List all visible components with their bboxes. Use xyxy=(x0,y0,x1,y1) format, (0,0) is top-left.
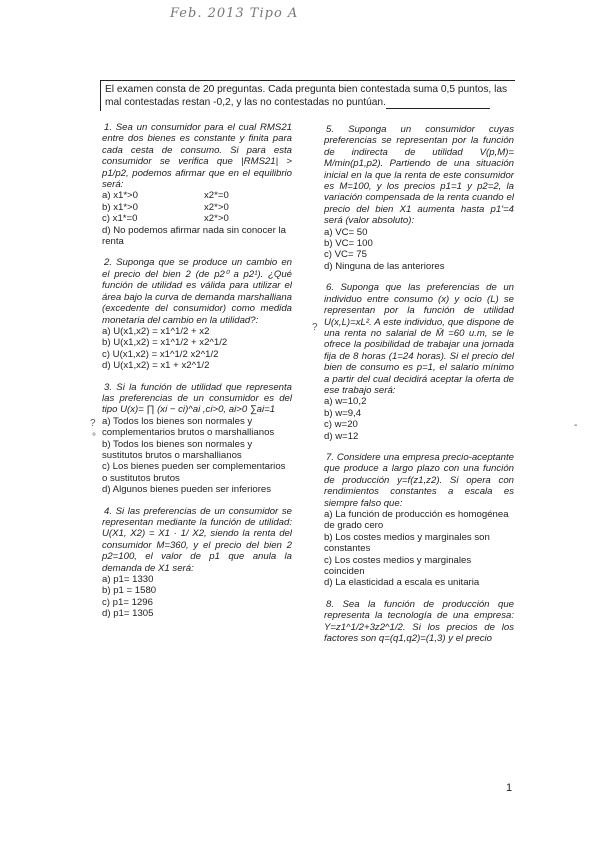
option: d) No podemos afirmar nada sin conocer la renta xyxy=(102,224,286,248)
handwritten-note: Feb. 2013 Tipo A xyxy=(170,6,299,21)
margin-mark: ? xyxy=(312,322,318,333)
option: a) p1= 1330 xyxy=(102,574,154,586)
question-1 xyxy=(102,122,292,247)
option-row xyxy=(102,202,292,213)
option: d) Algunos bienes pueden ser inferiores xyxy=(102,484,272,496)
question-stem: 8. Sea la función de producción que representa la tecnología de una empresa: Y=z1^1/2+3z2^1/2. Si los precios de los factores son q=(q1,q2)=(1,3) y el precio xyxy=(324,598,514,645)
option: d) U(x1,x2) = x1 + x2^1/2 xyxy=(102,360,210,372)
option: c) U(x1,x2) = x1^1/2 x2^1/2 xyxy=(102,348,219,360)
option-row xyxy=(102,190,292,201)
option: c) x1*=0 xyxy=(102,213,138,225)
right-column xyxy=(324,124,514,654)
option: c) Los bienes pueden ser complementarios o sustitutos brutos xyxy=(102,461,286,484)
question-6 xyxy=(324,282,514,442)
option: b) Los costes medios y marginales son constantes xyxy=(324,531,490,555)
option: x2*=0 xyxy=(204,190,229,202)
stray-mark: - xyxy=(574,420,578,431)
option: d) w=12 xyxy=(324,430,359,442)
option: a) w=10,2 xyxy=(324,396,367,408)
option: d) La elasticidad a escala es unitaria xyxy=(324,577,480,589)
question-stem: 6. Suponga que las preferencias de un individuo entre consumo (x) y ocio (L) se representan por la función de utilidad U(x,L)=xL². A este individuo, que dispone de una renta no salarial de M̄ =60 u.m, se le ofrece la posibilidad de trabajar una jornada fija de 8 horas (1=24 horas). Si el precio del bien de consumo es p=1, el salario mínimo a partir del cual decidirá aceptar la oferta de ese trabajo será: xyxy=(324,282,514,396)
question-stem: 5. Suponga un consumidor cuyas preferencias se representan por la función de indirecta de utilidad V(p,M)= M/min(p1,p2). Partiendo de una situación inicial en la que la renta de este consumidor es M=100, y los precios p1=1 y p2=2, la variación compensada de la renta cuando el precio del bien X1 aumenta hasta p1'=4 será (valor absoluto): xyxy=(324,124,514,227)
option: a) La función de producción es homogénea de grado cero xyxy=(324,509,509,532)
option: b) w=9,4 xyxy=(324,407,362,419)
left-column xyxy=(102,122,292,630)
question-3 xyxy=(102,382,292,496)
option: b) x1*>0 xyxy=(102,201,138,213)
option: a) Todos los bienes son normales y complementarios brutos o marshallianos xyxy=(102,415,275,439)
question-8 xyxy=(324,599,514,645)
option-row xyxy=(102,213,292,224)
option: b) U(x1,x2) = x1^1/2 + x2^1/2 xyxy=(102,337,228,349)
option: c) p1= 1296 xyxy=(102,596,153,608)
option: a) VC= 50 xyxy=(324,226,368,238)
option: b) Todos los bienes son normales y sustitutos brutos o marshallianos xyxy=(102,438,253,461)
question-4 xyxy=(102,506,292,620)
question-7 xyxy=(324,452,514,589)
instructions-box xyxy=(100,80,515,111)
question-stem: 7. Considere una empresa precio-aceptante que produce a largo plazo con una función de producción y=f(z1,z2). Si opera con rendimientos constantes a escala es siempre falso que: xyxy=(324,451,514,509)
question-stem: 4. Si las preferencias de un consumidor se representan mediante la función de utilidad: U(X1, X2) = X1 · 1/ X2, siendo la renta del consumidor M=360, y el precio del bien 2 p2=100, el valor de p1 que anula la demanda de X1 será: xyxy=(102,505,292,574)
margin-mark: ° xyxy=(92,432,96,443)
question-5 xyxy=(324,124,514,272)
margin-mark: ? xyxy=(90,418,96,429)
option: b) p1 = 1580 xyxy=(102,585,157,597)
option: x2*>0 xyxy=(204,213,229,225)
page-number: 1 xyxy=(506,782,513,794)
option: a) x1*>0 xyxy=(102,190,138,202)
question-2 xyxy=(102,257,292,371)
option: c) Los costes medios y marginales coinciden xyxy=(324,554,472,578)
instructions-text: El examen consta de 20 preguntas. Cada pregunta bien contestada suma 0,5 puntos, las mal contestadas restan -0,2, y las no contestadas no puntúan. xyxy=(105,84,508,108)
option: c) w=20 xyxy=(324,419,358,431)
question-stem: 1. Sea un consumidor para el cual RMS21 entre dos bienes es constante y finita para cada cesta de consumo. Si para esta consumidor se verifica que |RMS21| > p1/p2, podemos afirmar que en el equilibrio será: xyxy=(102,122,292,191)
instructions-underline xyxy=(386,108,490,109)
option: b) VC= 100 xyxy=(324,238,373,250)
option: d) p1= 1305 xyxy=(102,608,154,620)
option: x2*>0 xyxy=(204,201,229,213)
option: c) VC= 75 xyxy=(324,249,367,261)
question-stem: 2. Suponga que se produce un cambio en el precio del bien 2 (de p2⁰ a p2¹). ¿Qué función de utilidad es válida para utilizar el área bajo la curva de demanda marshalliana (excedente del consumidor) como medida monetaria del cambio en la utilidad?: xyxy=(102,257,292,326)
question-stem: 3. Si la función de utilidad que representa las preferencias de un consumidor es del tipo U(x)= ∏ (xi − ci)^ai ,ci>0, ai>0 ∑ai=1 xyxy=(102,381,292,416)
option: a) U(x1,x2) = x1^1/2 + x2 xyxy=(102,325,210,337)
option: d) Ninguna de las anteriores xyxy=(324,260,445,272)
